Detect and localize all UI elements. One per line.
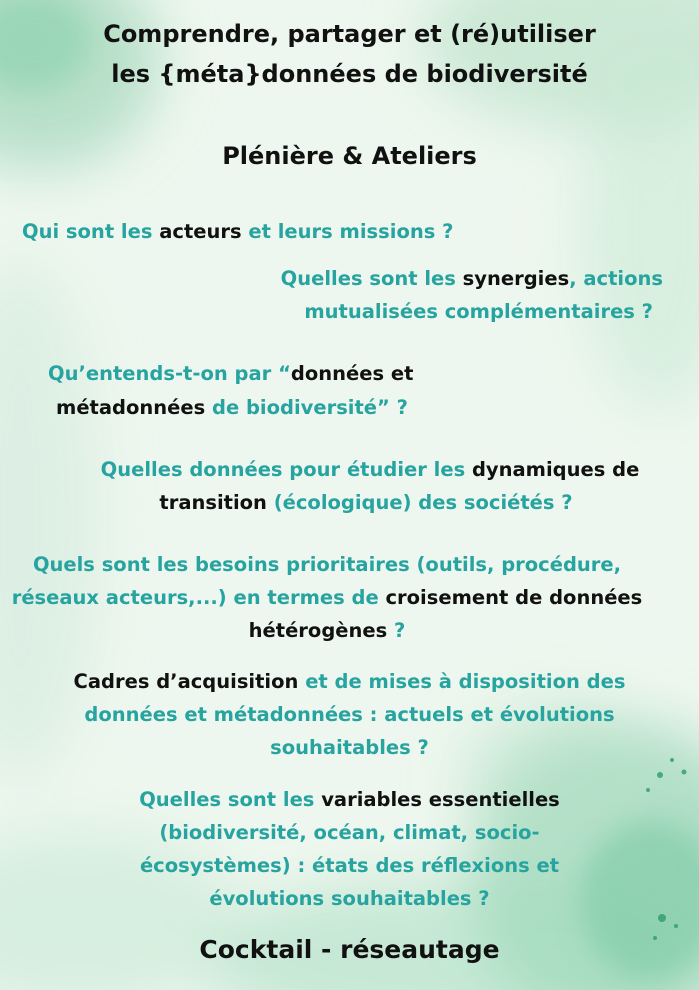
footer-cocktail: Cocktail - réseautage (199, 935, 500, 964)
q4-part-a: Quelles données pour étudier les (100, 458, 472, 481)
q4-part-d: (écologique) des sociétés ? (266, 491, 573, 514)
q7-part-a: Quelles sont les (139, 788, 322, 811)
q7-line-2: (biodiversité, océan, climat, socio- (159, 821, 540, 844)
q6-part-b: et de mises à disposition des (298, 670, 626, 693)
question-1 (22, 215, 453, 248)
q6-part-a: Cadres d’acquisition (73, 670, 299, 693)
subtitle: Plénière & Ateliers (222, 142, 477, 170)
q2-line-1 (281, 262, 663, 295)
q3-line-1 (48, 357, 413, 390)
q6-line-3: souhaitables ? (270, 736, 429, 759)
q7-part-b: variables essentielles (321, 788, 560, 811)
q1-part-b: acteurs (159, 220, 242, 243)
q6-line-2: données et métadonnées : actuels et évolutions (84, 703, 615, 726)
q5-line-3 (0, 614, 654, 647)
q3-part-c: métadonnées (56, 396, 206, 419)
q1-part-a: Qui sont les (22, 220, 160, 243)
q2-line-2: mutualisées complémentaires ? (304, 300, 653, 323)
q3-line-2 (56, 391, 408, 424)
q5-part-c: croisement de données (385, 586, 643, 609)
q2-part-c: , actions (569, 267, 663, 290)
q2-part-a: Quelles sont les (280, 267, 463, 290)
q3-part-b: données et (290, 362, 414, 385)
q5-part-e: ? (387, 619, 406, 642)
q5-line-1: Quels sont les besoins prioritaires (outils, procédure, (32, 553, 622, 576)
title-line-2: les {méta}données de biodiversité (111, 60, 588, 88)
q5-part-b: réseaux acteurs,...) en termes de (11, 586, 386, 609)
q4-part-c: transition (159, 491, 267, 514)
q4-line-1 (0, 453, 699, 486)
q2-part-b: synergies (462, 267, 570, 290)
q3-part-a: Qu’entends-t-on par “ (48, 362, 291, 385)
q6-line-1 (0, 665, 699, 698)
title-line-1: Comprendre, partager et (ré)utiliser (103, 20, 596, 48)
q4-line-2 (0, 486, 699, 519)
q3-part-d: de biodiversité” ? (205, 396, 408, 419)
q7-line-3: écosystèmes) : états des réflexions et (139, 854, 560, 877)
q7-line-4: évolutions souhaitables ? (209, 887, 490, 910)
q1-part-c: et leurs missions ? (241, 220, 454, 243)
q7-line-1 (0, 783, 699, 816)
q4-part-b: dynamiques de (471, 458, 640, 481)
q5-line-2 (0, 581, 654, 614)
q5-part-d: hétérogènes (248, 619, 388, 642)
